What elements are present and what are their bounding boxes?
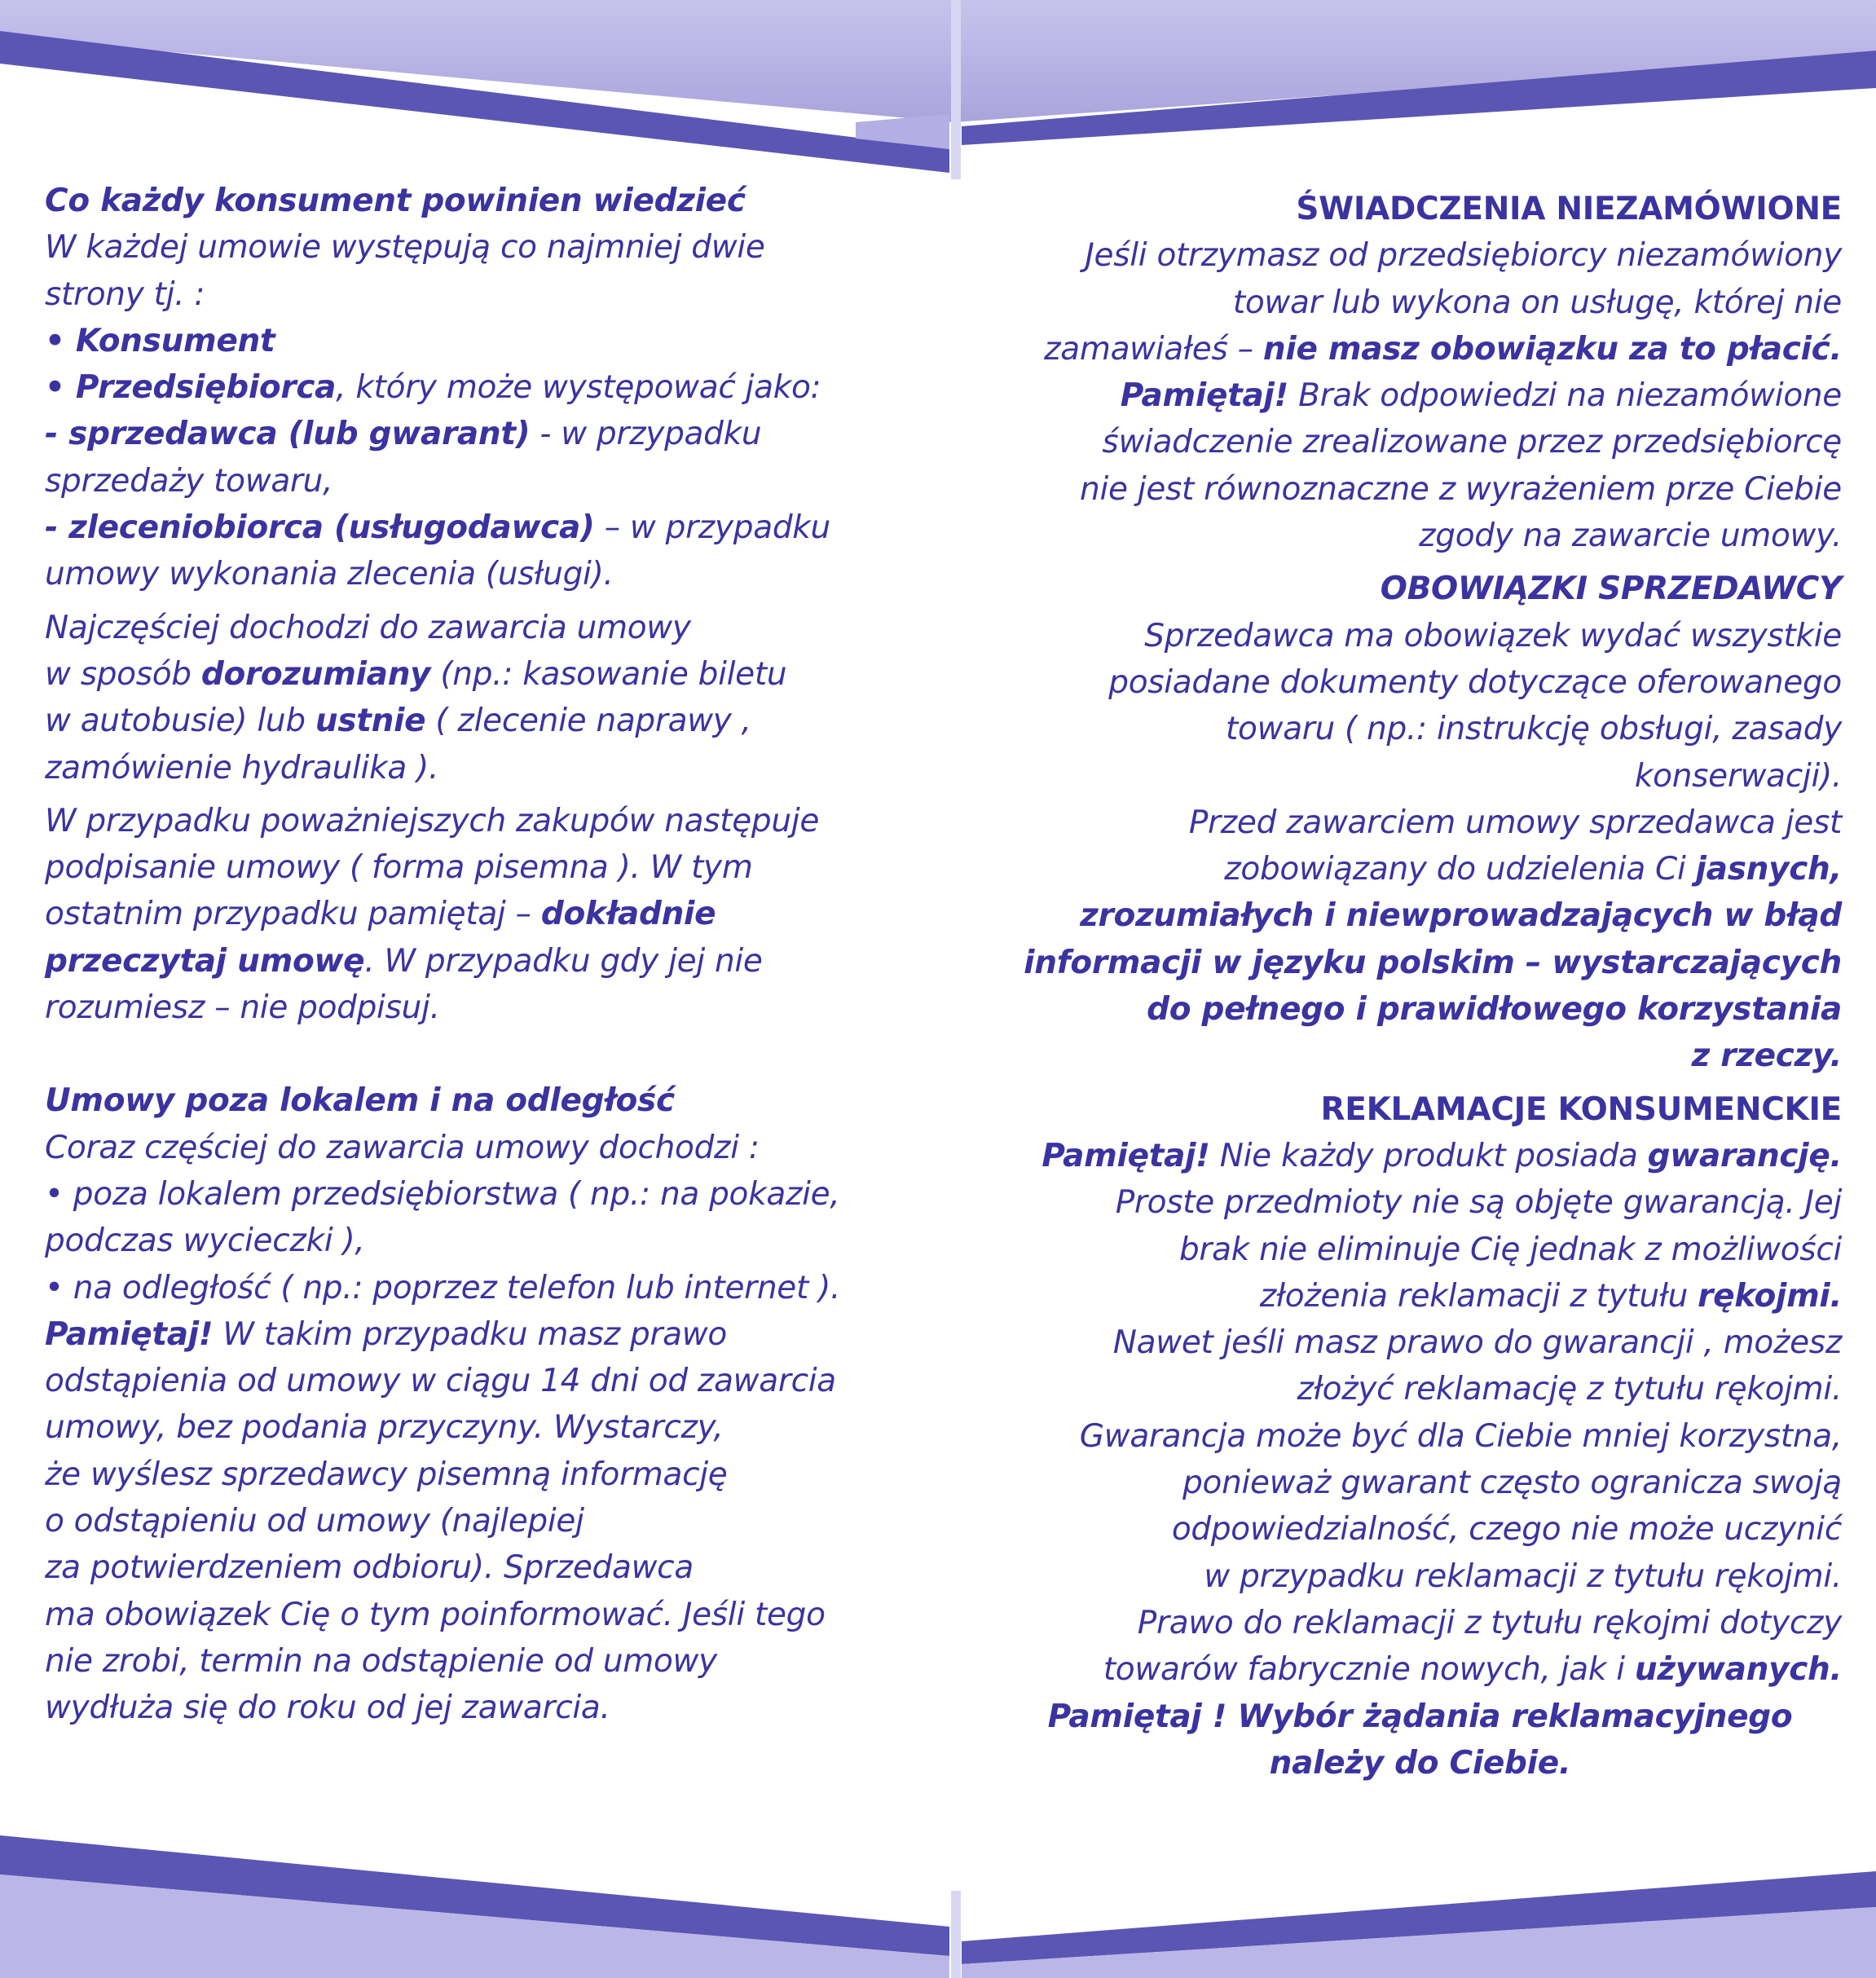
right-line: zgody na zawarcie umowy.: [1419, 518, 1842, 555]
dash-contractor: - zleceniobiorca (usługodawca): [45, 509, 595, 547]
left-line: że wyślesz sprzedawcy pisemną informację: [45, 1456, 728, 1493]
right-section-title-seller-duties: OBOWIĄZKI SPRZEDAWCY: [1380, 570, 1842, 608]
bold-polish-info: informacji w języku polskim – wystarczających: [1024, 944, 1842, 981]
bold-implied: dorozumiany: [200, 655, 431, 693]
right-column: ŚWIADCZENIA NIEZAMÓWIONE Jeśli otrzymasz od przedsiębiorcy niezamówiony towar lub wykona on usługę, której nie zamawiałeś – nie masz obowiązku za to płacić. Pamiętaj! Brak odpowiedzi na niezamówione świadczenie zrealizowane przez przedsiębiorcę nie jest równoznaczne z wyrażeniem prze Ciebie zgody na zawarcie umowy. OBOWIĄZKI SPRZEDAWCY Sprzedawca ma obowiązek wydać wszystkie posiadane dokumenty dotyczące oferowanego towaru ( np.: instrukcję obsługi, zasady konserwacji). Przed zawarciem umowy sprzedawca jest zobowiązany do udzielenia Ci jasnych, zrozumiałych i niewprowadzających w błąd informacji w języku polskim – wystarczających do pełnego i prawidłowego korzystania z rzeczy. REKLAMACJE KONSUMENCKIE Pamiętaj! Nie każdy produkt posiada gwarancję. Proste przedmioty nie są objęte gwarancją. Jej brak nie eliminuje Cię jednak z możliwości złożenia reklamacji z tytułu rękojmi. Nawet jeśli masz prawo do gwarancji , możesz złożyć reklamację z tytułu rękojmi. Gwarancja może być dla Ciebie mniej korzystna, ponieważ gwarant często ogranicza swoją odpowiedzialność, czego nie może uczynić w przypadku reklamacji z tytułu rękojmi. Prawo do reklamacji z tytułu rękojmi dotyczy towarów fabrycznie nowych, jak i używanych. Pamiętaj ! Wybór żądania reklamacyjnego należy do Ciebie.: [998, 186, 1842, 1786]
left-line: umowy wykonania zlecenia (usługi).: [45, 556, 614, 593]
right-line: Przed zawarciem umowy sprzedawca jest: [1188, 804, 1842, 841]
bold-yours: należy do Ciebie.: [1269, 1744, 1571, 1782]
right-line: nie jest równoznaczne z wyrażeniem prze Ciebie: [1080, 470, 1842, 508]
right-line: ponieważ gwarant często ogranicza swoją: [1182, 1465, 1842, 1502]
dash-seller: - sprzedawca (lub gwarant): [45, 416, 531, 453]
right-line: towar lub wykona on usługę, której nie: [1232, 284, 1842, 321]
right-line: towaru ( np.: instrukcję obsługi, zasady: [1226, 711, 1842, 748]
bold-understandable: zrozumiałych i niewprowadzających w błąd: [1080, 897, 1842, 935]
right-line: konserwacji).: [1634, 757, 1842, 795]
left-line: ma obowiązek Cię o tym poinformować. Jeśli tego: [45, 1596, 826, 1633]
right-line: w przypadku reklamacji z tytułu rękojmi.: [1204, 1557, 1842, 1595]
right-line: Proste przedmioty nie są objęte gwarancją. Jej: [1115, 1184, 1842, 1222]
right-line: świadczenie zrealizowane przez przedsiębiorcę: [1102, 424, 1842, 461]
right-line: Nawet jeśli masz prawo do gwarancji , możesz: [1112, 1324, 1842, 1362]
left-line: • na odległość ( np.: poprzez telefon lub internet ).: [45, 1269, 841, 1306]
bullet-consumer: • Konsument: [45, 322, 275, 359]
right-line: odpowiedzialność, czego nie może uczynić: [1171, 1511, 1842, 1548]
bold-thing: z rzeczy.: [1691, 1037, 1842, 1075]
left-line: W każdej umowie występują co najmniej dwie: [45, 229, 765, 267]
left-line: sprzedaży towaru,: [45, 462, 333, 500]
bold-choice: Pamiętaj ! Wybór żądania reklamacyjnego: [1047, 1698, 1793, 1735]
right-line: Prawo do reklamacji z tytułu rękojmi dotyczy: [1137, 1604, 1842, 1641]
bold-remember: Pamiętaj!: [1120, 377, 1289, 415]
left-line: rozumiesz – nie podpisuj.: [45, 989, 440, 1027]
left-section-title-consumer: Co każdy konsument powinien wiedzieć: [45, 183, 746, 219]
left-line: • poza lokalem przedsiębiorstwa ( np.: na pokazie,: [45, 1175, 840, 1213]
left-section-title-distance: Umowy poza lokalem i na odległość: [45, 1082, 675, 1120]
left-line: wydłuża się do roku od jej zawarcia.: [45, 1689, 610, 1727]
right-line: Sprzedawca ma obowiązek wydać wszystkie: [1144, 617, 1842, 654]
bold-rekojmi: rękojmi.: [1698, 1277, 1842, 1315]
left-line: W przypadku poważniejszych zakupów następuje: [45, 802, 820, 839]
bold-no-obligation: nie masz obowiązku za to płacić.: [1262, 330, 1842, 368]
left-line: o odstąpieniu od umowy (najlepiej: [45, 1503, 584, 1540]
left-line: odstąpienia od umowy w ciągu 14 dni od zawarcia: [45, 1363, 836, 1400]
right-section-title-unsolicited: ŚWIADCZENIA NIEZAMÓWIONE: [1296, 191, 1842, 227]
bold-used: używanych.: [1634, 1651, 1842, 1689]
bold-oral: ustnie: [315, 703, 426, 740]
right-line: złożyć reklamację z tytułu rękojmi.: [1297, 1371, 1842, 1408]
bold-carefully: dokładnie: [540, 896, 716, 933]
right-line: Gwarancja może być dla Ciebie mniej korzystna,: [1079, 1417, 1842, 1455]
right-section-title-complaints: REKLAMACJE KONSUMENCKIE: [1320, 1090, 1842, 1128]
left-line: Coraz częściej do zawarcia umowy dochodzi :: [45, 1129, 760, 1166]
bold-clear: jasnych,: [1695, 851, 1842, 888]
right-line: posiadane dokumenty dotyczące oferowanego: [1108, 663, 1842, 701]
right-line: Jeśli otrzymasz od przedsiębiorcy niezamówiony: [1085, 237, 1842, 275]
bold-remember: Pamiętaj!: [45, 1315, 214, 1353]
bold-full-use: do pełnego i prawidłowego korzystania: [1147, 991, 1842, 1029]
right-line: brak nie eliminuje Cię jednak z możliwości: [1178, 1231, 1842, 1268]
bold-warranty: gwarancję.: [1647, 1137, 1842, 1174]
left-line: zamówienie hydraulika ).: [45, 749, 439, 786]
bullet-entrepreneur: • Przedsiębiorca: [45, 369, 337, 407]
fold-line: [951, 0, 961, 179]
left-line: za potwierdzeniem odbioru). Sprzedawca: [45, 1549, 694, 1587]
bold-remember: Pamiętaj!: [1041, 1137, 1210, 1174]
left-column: Co każdy konsument powinien wiedzieć W każdej umowie występują co najmniej dwie strony tj. : • Konsument • Przedsiębiorca, który może występować jako: - sprzedawca (lub gwarant) - w przypadku sprzedaży towaru, - zleceniobiorca (usługodawca) – w przypadku umowy wykonania zlecenia (usługi). Najczęściej dochodzi do zawarcia umowy w sposób dorozumiany (np.: kasowanie biletu w autobusie) lub ustnie ( zlecenie naprawy , zamówienie hydraulika ). W przypadku poważniejszych zakupów następuje podpisanie umowy ( forma pisemna ). W tym ostatnim przypadku pamiętaj – dokładnie przeczytaj umowę. W przypadku gdy jej nie rozumiesz – nie podpisuj. Umowy poza lokalem i na odległość Coraz częściej do zawarcia umowy dochodzi : • poza lokalem przedsiębiorstwa ( np.: na pokazie, podczas wycieczki ), • na odległość ( np.: poprzez telefon lub internet ). Pamiętaj! W takim przypadku masz prawo odstąpienia od umowy w ciągu 14 dni od zawarcia umowy, bez podania przyczyny. Wystarczy, że wyślesz sprzedawcy pisemną informację o odstąpieniu od umowy (najlepiej za potwierdzeniem odbioru). Sprzedawca ma obowiązek Cię o tym poinformować. Jeśli tego nie zrobi, termin na odstąpienie od umowy wydłuża się do roku od jej zawarcia.: [45, 178, 884, 1732]
left-line: nie zrobi, termin na odstąpienie od umowy: [45, 1642, 717, 1680]
left-line: podczas wycieczki ),: [45, 1222, 365, 1260]
left-line: Najczęściej dochodzi do zawarcia umowy: [45, 609, 691, 646]
left-line: umowy, bez podania przyczyny. Wystarczy,: [45, 1409, 724, 1447]
left-line: podpisanie umowy ( forma pisemna ). W tym: [45, 849, 753, 887]
bold-read-contract: przeczytaj umowę: [45, 942, 365, 980]
left-line: strony tj. :: [45, 275, 205, 313]
